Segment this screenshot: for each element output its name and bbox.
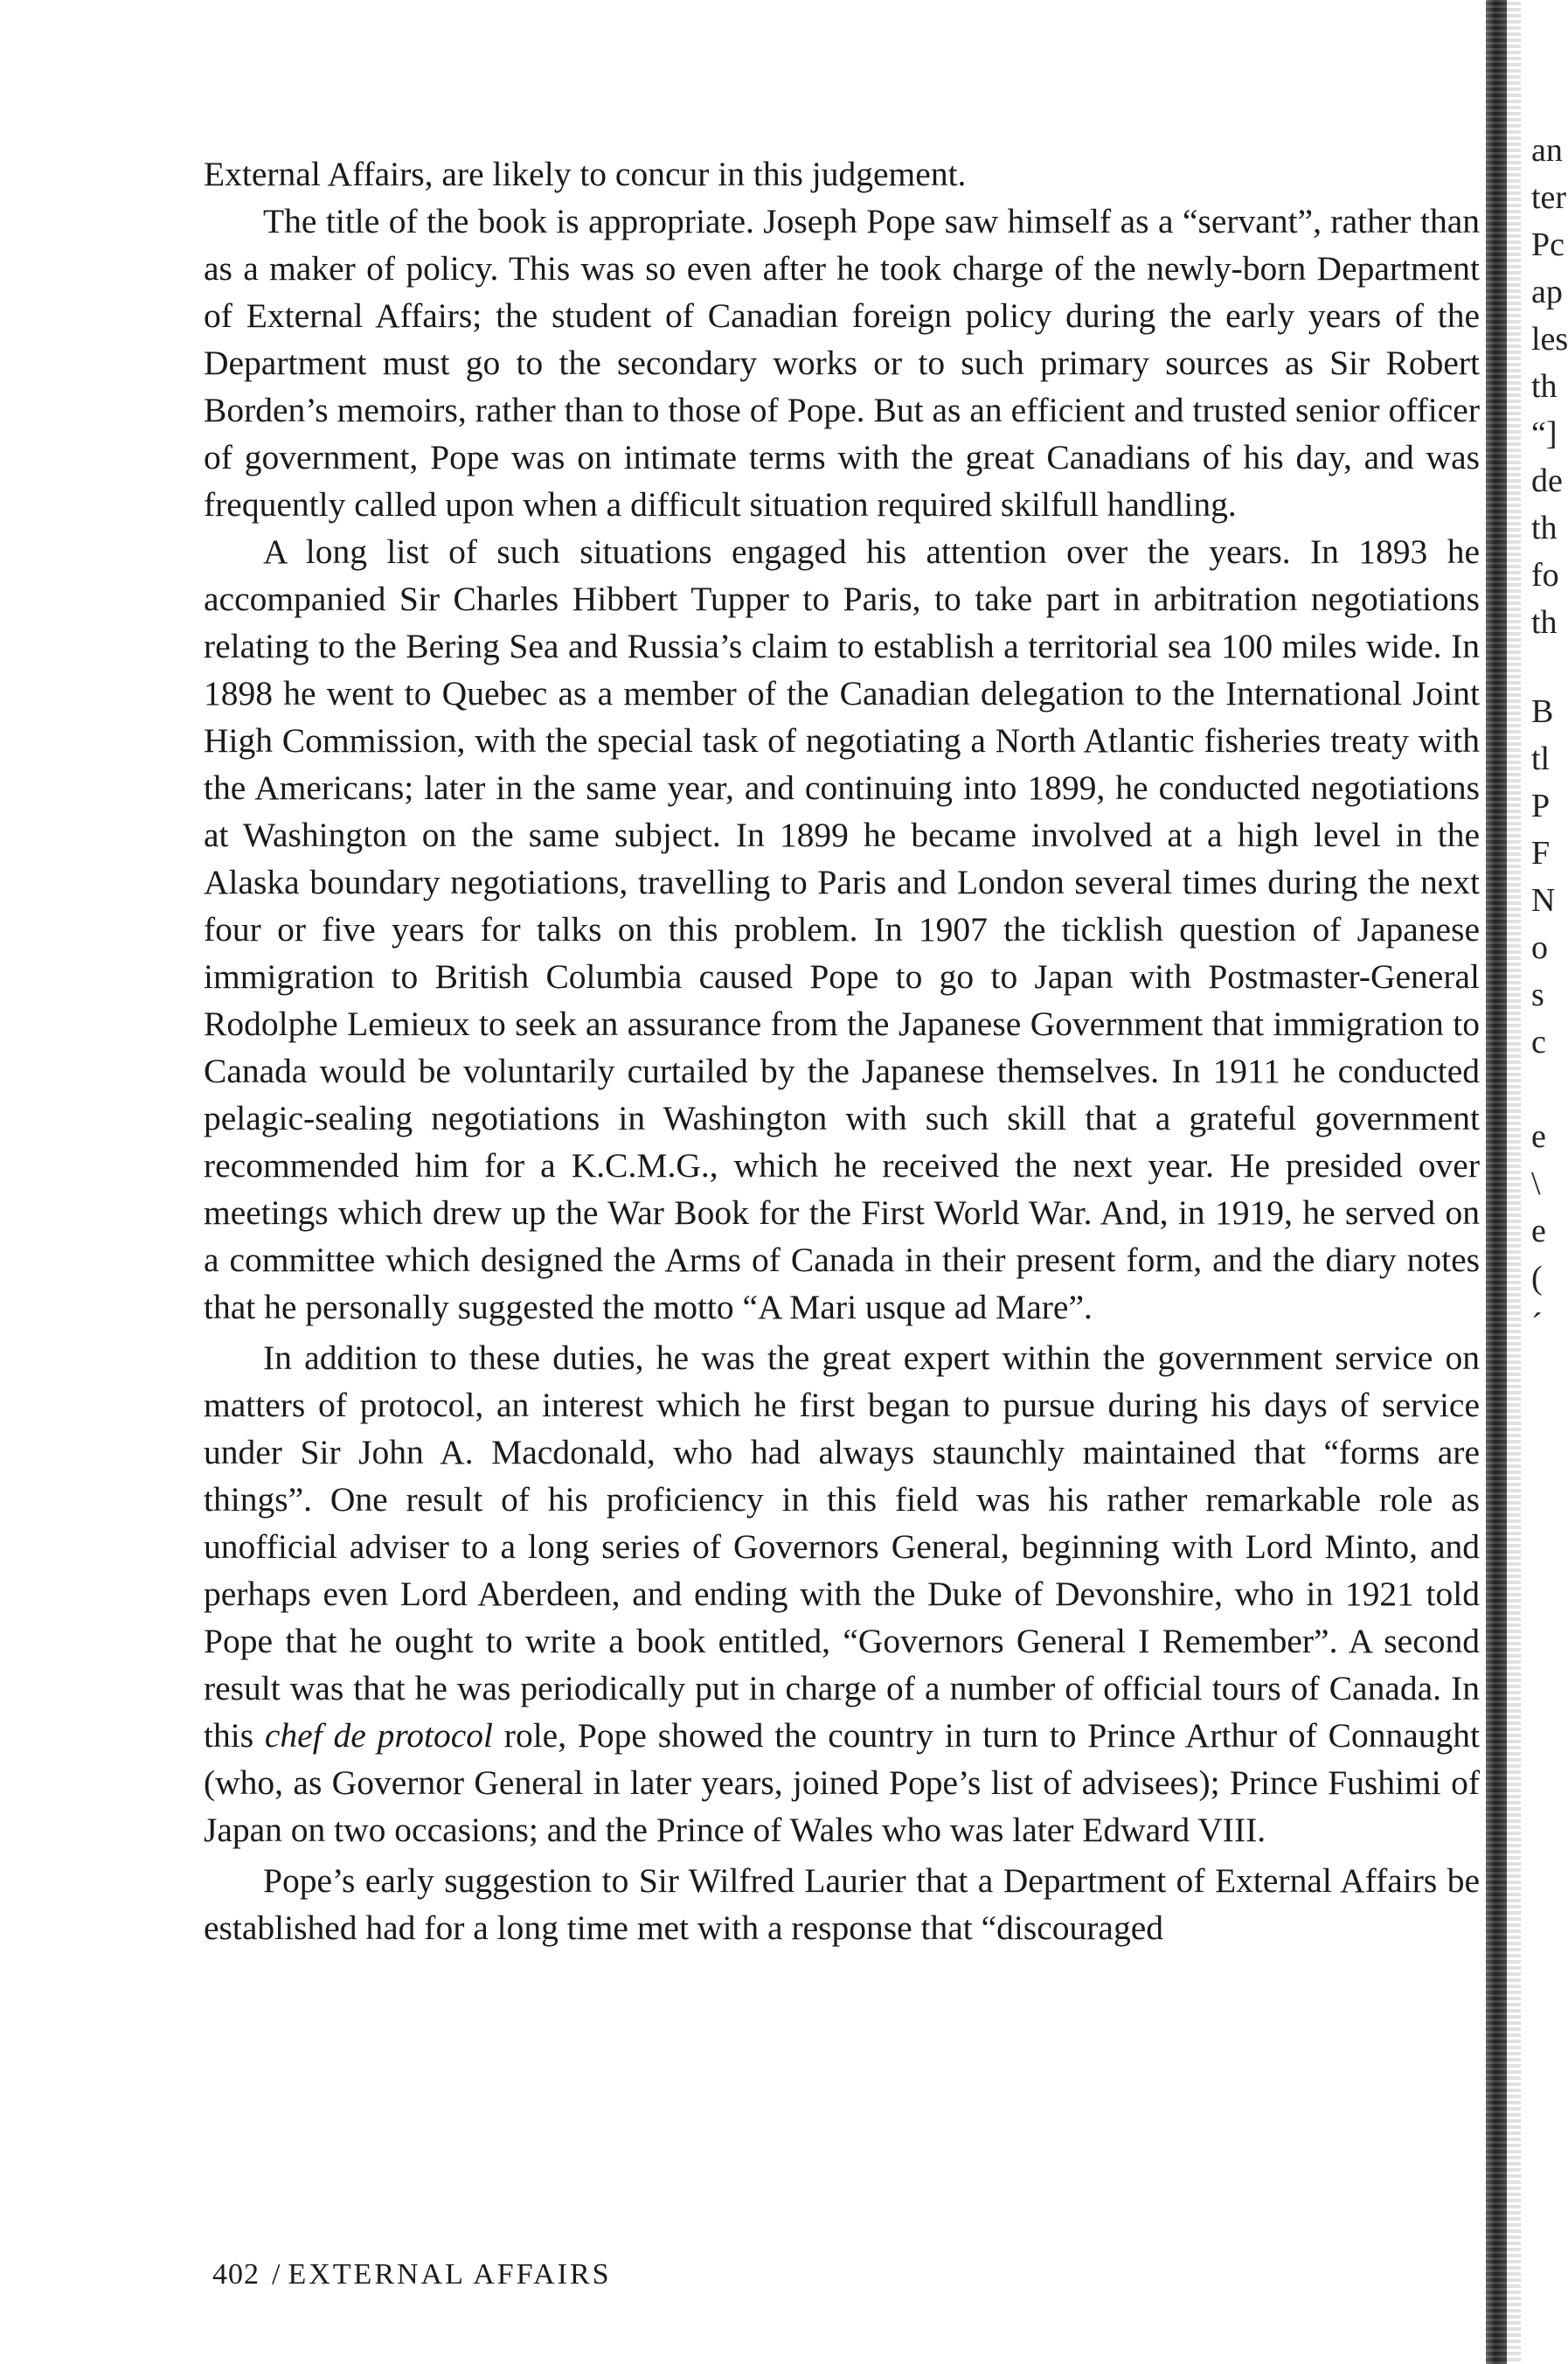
page-footer	[212, 2258, 612, 2291]
facing-fragment: tl	[1531, 740, 1551, 777]
facing-fragment: B	[1531, 693, 1554, 730]
facing-fragment: e	[1531, 1213, 1546, 1249]
facing-fragment: o	[1531, 929, 1548, 966]
facing-fragment: (	[1531, 1260, 1543, 1297]
facing-fragment: Pc	[1531, 226, 1565, 263]
footer-separator: /	[272, 2258, 283, 2291]
paragraph-4-text-a: In addition to these duties, he was the great expert within the government service on matters of protocol, an interest which he first began to pursue during his days of service under Sir John A. Macdonald, who had always staunchly maintained that “forms are things”. One result of his proficiency in this field was his rather remarkable role as unofficial adviser to a long series of Governors General, beginning with Lord Minto, and perhaps even Lord Aberdeen, and ending with the Duke of Devonshire, who in 1921 told Pope that he ought to write a book entitled, “Governors General I Remember”. A second result was that he was periodically put in charge of a number of official tours of Canada. In this	[204, 1338, 1480, 1755]
facing-fragment: F	[1531, 835, 1551, 872]
facing-page-edge	[1531, 0, 1568, 2364]
facing-fragment: les	[1531, 321, 1568, 358]
facing-fragment: \	[1531, 1165, 1541, 1202]
facing-fragment: c	[1531, 1024, 1546, 1060]
article-body	[204, 150, 1480, 1951]
paragraph-5: Pope’s early suggestion to Sir Wilfred Laurier that a Department of External Affairs be established had for a long time met with a response that “discouraged	[204, 1861, 1480, 1947]
running-title: EXTERNAL AFFAIRS	[288, 2258, 612, 2291]
paragraph-1: External Affairs, are likely to concur in this judgement.	[204, 155, 967, 193]
facing-fragment: th	[1531, 604, 1558, 641]
facing-fragment: “]	[1531, 415, 1558, 452]
page-number: 402	[212, 2258, 260, 2291]
facing-fragment: th	[1531, 368, 1558, 405]
facing-fragment: ap	[1531, 274, 1563, 310]
paragraph-3: A long list of such situations engaged his attention over the years. In 1893 he accompanied Sir Charles Hibbert Tupper to Paris, to take part in arbitration negotiations relating to the Bering Sea and Russia’s claim to establish a territorial sea 100 miles wide. In 1898 he went to Quebec as a member of the Canadian delegation to the International Joint High Commission, with the special task of negotiating a North Atlantic fisheries treaty with the Americans; later in the same year, and continuing into 1899, he conducted negotiations at Washington on the same subject. In 1899 he became involved at a high level in the Alaska boundary negotiations, travelling to Paris and London several times during the next four or five years for talks on this problem. In 1907 the ticklish question of Japanese immigration to British Columbia caused Pope to go to Japan with Postmaster-General Rodolphe Lemieux to seek an assurance from the Japanese Government that immigration to Canada would be voluntarily curtailed by the Japanese themselves. In 1911 he conducted pelagic-sealing negotiations in Washington with such skill that a grateful government recommended him for a K.C.M.G., which he received the next year. He presided over meetings which drew up the War Book for the First World War. And, in 1919, he served on a committee which designed the Arms of Canada in their present form, and the diary notes that he personally suggested the motto “A Mari usque ad Mare”.	[204, 532, 1480, 1326]
facing-fragment: fo	[1531, 557, 1559, 594]
paragraph-4-italic: chef de protocol	[264, 1716, 493, 1755]
facing-fragment: th	[1531, 510, 1558, 546]
facing-fragment: ´	[1531, 1307, 1543, 1344]
facing-fragment: e	[1531, 1118, 1546, 1155]
paragraph-4	[204, 1334, 1480, 1853]
facing-fragment: P	[1531, 788, 1551, 824]
facing-fragment: s	[1531, 977, 1544, 1013]
paragraph-2: The title of the book is appropriate. Joseph Pope saw himself as a “servant”, rather than as a maker of policy. This was so even after he took charge of the newly-born Department of External Affairs; the student of Canadian foreign policy during the early years of the Department must go to the secondary works or to such primary sources as Sir Robert Borden’s memoirs, rather than to those of Pope. But as an efficient and trusted senior officer of government, Pope was on intimate terms with the great Canadians of his day, and was frequently called upon when a difficult situation required skilfull handling.	[204, 202, 1480, 524]
facing-fragment: ter	[1531, 179, 1567, 216]
facing-fragment: an	[1531, 132, 1563, 169]
binding-gutter-texture	[1486, 0, 1521, 2364]
facing-fragment: N	[1531, 882, 1556, 919]
paragraph-4-text-b: role, Pope showed the country in turn to Prince Arthur of Connaught (who, as Governor General in later years, joined Pope’s list of advisees); Prince Fushimi of Japan on two occasions; and the Prince of Wales who was later Edward VIII.	[204, 1716, 1480, 1849]
facing-fragment: de	[1531, 462, 1563, 499]
